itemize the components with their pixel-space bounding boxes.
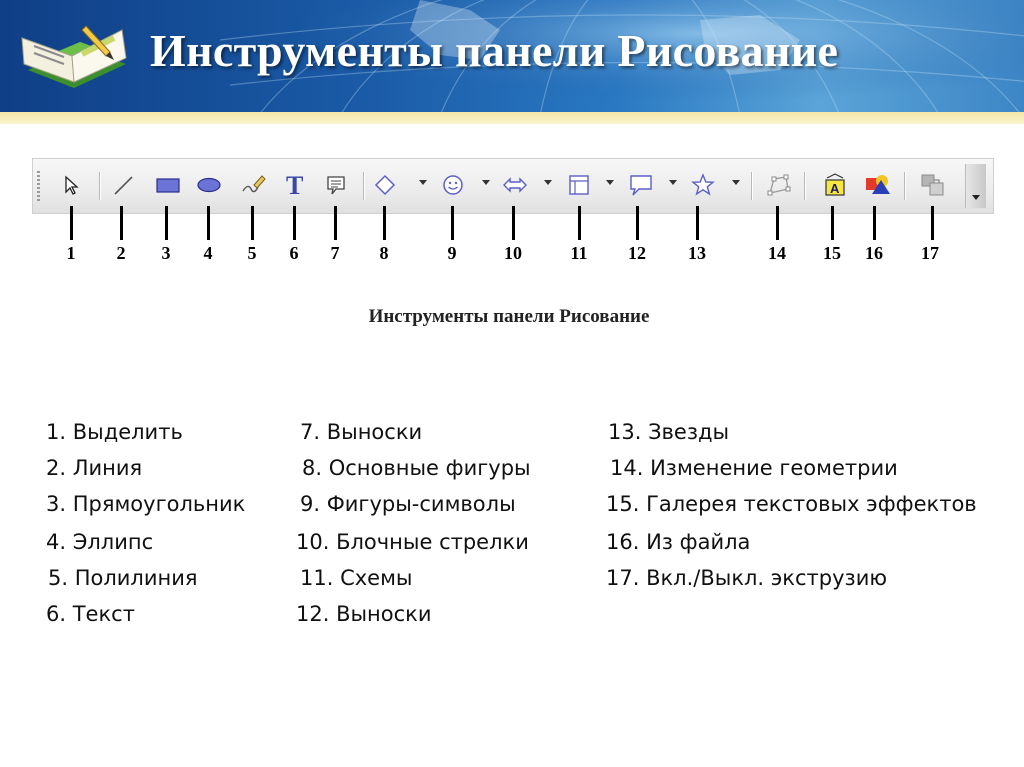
tool-number: 4: [203, 243, 213, 263]
chevron-down-icon[interactable]: [419, 180, 427, 185]
legend-item: 15. Галерея текстовых эффектов: [606, 492, 977, 516]
toolbar-grip[interactable]: [37, 171, 40, 201]
select-arrow-icon[interactable]: [57, 171, 85, 199]
toolbar-separator: [804, 172, 806, 200]
callout-line: [70, 206, 73, 240]
symbol-shapes-icon[interactable]: [439, 171, 467, 199]
chevron-down-icon[interactable]: [669, 180, 677, 185]
tool-number: 1: [66, 243, 76, 263]
legend-item: 7. Выноски: [300, 420, 423, 444]
callout-line: [165, 206, 168, 240]
page-title: Инструменты панели Рисование: [150, 25, 839, 76]
callout-line: [831, 206, 834, 240]
callout-line: [578, 206, 581, 240]
tool-number: 12: [628, 243, 646, 263]
callout-line: [512, 206, 515, 240]
callouts-icon[interactable]: [627, 171, 655, 199]
chevron-down-icon[interactable]: [732, 180, 740, 185]
basic-shapes-icon[interactable]: [371, 171, 399, 199]
legend-item: 16. Из файла: [606, 530, 751, 554]
tool-number: 16: [865, 243, 883, 263]
toolbar-caption: Инструменты панели Рисование: [368, 306, 650, 327]
edit-points-icon[interactable]: [765, 171, 793, 199]
ellipse-icon[interactable]: [195, 171, 223, 199]
chevron-down-icon[interactable]: [544, 180, 552, 185]
chevron-down-icon[interactable]: [606, 180, 614, 185]
callout-line: [207, 206, 210, 240]
callout-line: [696, 206, 699, 240]
callout-line: [251, 206, 254, 240]
text-icon[interactable]: [281, 171, 309, 199]
toolbar-separator: [99, 172, 101, 200]
callout-line: [293, 206, 296, 240]
tool-number: 14: [768, 243, 786, 263]
callout-line: [451, 206, 454, 240]
callout-line: [383, 206, 386, 240]
header-banner: [0, 0, 1024, 112]
tool-number: 17: [921, 243, 939, 263]
line-icon[interactable]: [109, 171, 137, 199]
callout-line: [636, 206, 639, 240]
legend-item: 1. Выделить: [46, 420, 183, 444]
polyline-icon[interactable]: [239, 171, 267, 199]
fontwork-gallery-icon[interactable]: [821, 171, 849, 199]
header-strip: [0, 112, 1024, 124]
legend-item: 4. Эллипс: [46, 530, 154, 554]
toolbar-separator: [751, 172, 753, 200]
legend-item: 3. Прямоугольник: [46, 492, 246, 516]
chevron-down-icon: [972, 195, 980, 200]
toolbar-separator: [363, 172, 365, 200]
rectangle-icon[interactable]: [154, 171, 182, 199]
svg-text:A: A: [830, 181, 840, 196]
toolbar-overflow-button[interactable]: [965, 164, 986, 208]
legend-item: 12. Выноски: [296, 602, 432, 626]
legend-item: 11. Схемы: [300, 566, 413, 590]
from-file-icon[interactable]: [863, 171, 891, 199]
tool-number: 5: [247, 243, 257, 263]
tool-number: 7: [330, 243, 340, 263]
block-arrows-icon[interactable]: [501, 171, 529, 199]
callout-icon[interactable]: [322, 171, 350, 199]
tool-number: 15: [823, 243, 841, 263]
tool-number: 11: [570, 243, 588, 263]
tool-number: 6: [289, 243, 299, 263]
tool-number: 8: [379, 243, 389, 263]
tool-number: 13: [688, 243, 706, 263]
tool-number: 10: [504, 243, 522, 263]
callout-line: [776, 206, 779, 240]
legend-item: 2. Линия: [46, 456, 143, 480]
callout-line: [120, 206, 123, 240]
tool-number: 2: [116, 243, 126, 263]
legend-item: 6. Текст: [46, 602, 135, 626]
extrusion-toggle-icon[interactable]: [919, 171, 947, 199]
callout-line: [334, 206, 337, 240]
callout-line: [873, 206, 876, 240]
legend-item: 13. Звезды: [608, 420, 730, 444]
chevron-down-icon[interactable]: [482, 180, 490, 185]
legend-item: 9. Фигуры-символы: [300, 492, 516, 516]
tool-number: 9: [447, 243, 457, 263]
toolbar-separator: [904, 172, 906, 200]
svg-text:T: T: [286, 172, 304, 198]
stars-icon[interactable]: [689, 171, 717, 199]
legend-item: 8. Основные фигуры: [302, 456, 531, 480]
callout-line: [931, 206, 934, 240]
tool-number: 3: [161, 243, 171, 263]
legend-item: 10. Блочные стрелки: [296, 530, 529, 554]
legend-item: 17. Вкл./Выкл. экструзию: [606, 566, 888, 590]
legend-item: 14. Изменение геометрии: [610, 456, 898, 480]
book-pencil-icon: [14, 8, 134, 109]
flowchart-icon[interactable]: [565, 171, 593, 199]
legend-item: 5. Полилиния: [48, 566, 198, 590]
